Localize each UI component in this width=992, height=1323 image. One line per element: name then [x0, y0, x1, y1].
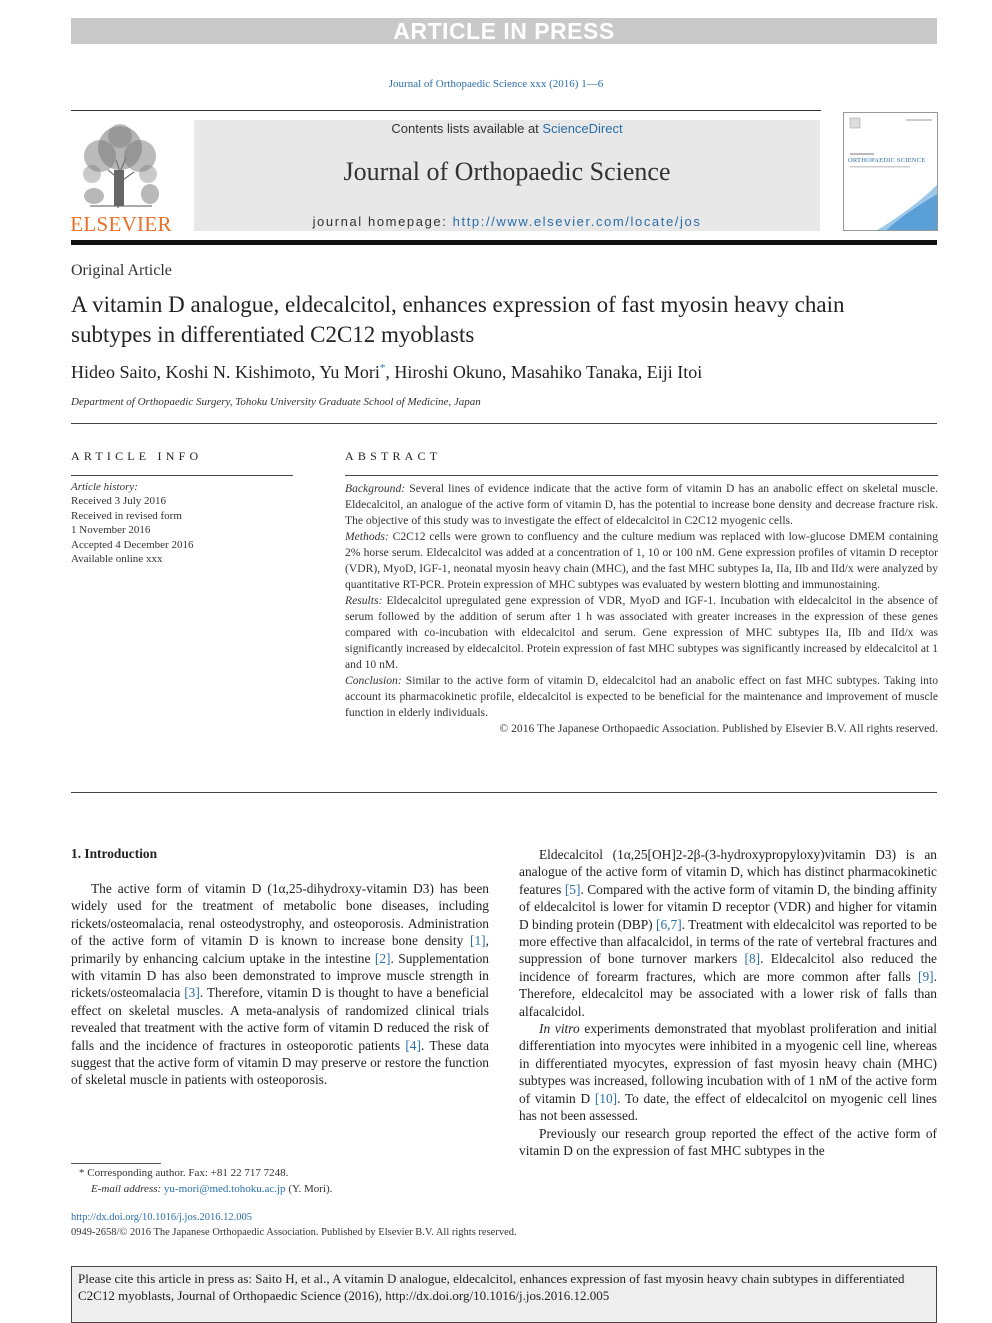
doi-link[interactable]: http://dx.doi.org/10.1016/j.jos.2016.12.005 — [71, 1212, 252, 1223]
journal-title: Journal of Orthopaedic Science — [343, 157, 671, 186]
abstract-results — [345, 593, 938, 673]
article-info-heading: ARTICLE INFO — [71, 449, 203, 463]
affiliation: Department of Orthopaedic Surgery, Tohoku University Graduate School of Medicine, Japan — [71, 396, 481, 408]
text-run: Eldecalcitol (1α,25[OH]2-2β-(3-hydroxypropyloxy)vitamin D3) is an analogue of the active form of vitamin D, which has distinct pharmacokinetic features — [519, 847, 937, 897]
text-run: The active form of vitamin D (1α,25-dihydroxy-vitamin D3) has been widely used for the treatment of metabolic bone diseases, including rickets/osteomalacia, renal osteodystrophy, and osteoporosis. Administration of the active form of vitamin D is known to increase bone density — [71, 881, 489, 949]
journal-cover-thumbnail — [843, 112, 938, 231]
citation-link[interactable]: [10] — [594, 1090, 618, 1106]
article-in-press-banner: ARTICLE IN PRESS — [71, 18, 937, 44]
article-type: Original Article — [71, 262, 172, 279]
text-run: . Treatment with eldecalcitol was reported to be more effective than alfacalcidol, in terms of the rate of vertebral fractures and suppression of bone turnover markers — [519, 916, 937, 967]
background-label: Background: — [345, 482, 406, 495]
citation-link[interactable]: [1] — [470, 933, 486, 949]
paragraph — [71, 880, 489, 1089]
cover-journal-name: ORTHOPAEDIC SCIENCE — [848, 157, 926, 164]
paragraph — [519, 1020, 937, 1124]
footnote-rule — [71, 1163, 161, 1164]
citation-link[interactable]: [3] — [184, 985, 200, 1001]
text-run: experiments demonstrated that myoblast proliferation and initial differentiation into myocytes were inhibited in a myogenic cell line, whereas in differentiated myocytes, expression of fast myosin heavy chain (MHC) subtypes was increased, following incubation with of 1 nM of the active form of vitamin D — [519, 1021, 937, 1106]
accepted-date: Accepted 4 December 2016 — [71, 538, 194, 551]
authors-part-2: , Hiroshi Okuno, Masahiko Tanaka, Eiji Itoi — [385, 362, 703, 382]
email-link[interactable]: yu-mori@med.tohoku.ac.jp — [163, 1183, 286, 1195]
abstract-conclusion — [345, 673, 938, 721]
email-label: E-mail address: — [91, 1183, 162, 1195]
contents-prefix: Contents lists available at — [391, 121, 543, 136]
abstract-background — [345, 481, 938, 529]
citation-link[interactable]: [4] — [405, 1037, 421, 1053]
footnote-mark: * — [79, 1167, 85, 1179]
divider — [345, 475, 938, 476]
text-run: , primarily by enhancing calcium uptake in the intestine — [71, 933, 489, 966]
footnote — [71, 1165, 491, 1197]
text-run: In vitro — [539, 1021, 580, 1037]
homepage-link[interactable]: http://www.elsevier.com/locate/jos — [452, 214, 702, 229]
citation-link[interactable]: [5] — [564, 881, 581, 897]
issn-copyright: 0949-2658/© 2016 The Japanese Orthopaedic Association. Published by Elsevier B.V. All rights reserved. — [71, 1227, 517, 1238]
text-run: . These data suggest that the active form of vitamin D may preserve or restore the function of skeletal muscle in patients with osteoporosis. — [71, 1037, 489, 1088]
results-label: Results: — [345, 594, 383, 607]
abstract-methods — [345, 529, 938, 593]
methods-text: C2C12 cells were grown to confluency and the culture medium was replaced with low-glucose DMEM containing 2% horse serum. Eldecalcitol was added at a concentration of 1, 10 or 100 nM. Gene expression profiles of vitamin D receptor (VDR), MyoD, IGF-1, neonatal myosin heavy chain (MHC), and the fast MHC subtypes Ia, IIa, IIb and IId/x were analyzed by quantitative RT-PCR. Protein expression of MHC subtypes was evaluated by western blotting and immunostaining. — [345, 530, 938, 591]
email-note — [71, 1181, 491, 1197]
section-heading-introduction: 1. Introduction — [71, 846, 158, 861]
author-list — [71, 362, 702, 383]
background-text: Several lines of evidence indicate that the active form of vitamin D has an anabolic effect on skeletal muscle. Eldecalcitol, an analogue of the active form of vitamin D, has the potential to increase bone density and decrease fracture risk. The objective of this study was to investigate the effect of eldecalcitol in C2C12 myogenic cells. — [345, 482, 938, 527]
divider — [71, 110, 821, 111]
abstract-heading: ABSTRACT — [345, 449, 442, 463]
homepage-line — [194, 214, 820, 229]
received-date: Received 3 July 2016 — [71, 495, 167, 508]
body-column-right — [519, 846, 937, 1159]
citation-link[interactable]: [9] — [918, 968, 934, 984]
homepage-prefix: journal homepage: — [312, 214, 453, 229]
divider — [71, 792, 937, 793]
divider — [71, 423, 937, 424]
conclusion-label: Conclusion: — [345, 674, 402, 687]
paragraph — [519, 846, 937, 1020]
journal-reference-link[interactable]: Journal of Orthopaedic Science xxx (2016) 1—6 — [388, 78, 604, 90]
text-run: . Therefore, vitamin D is thought to have a beneficial effect on skeletal muscles. A meta-analysis of randomized clinical trials revealed that treatment with the active form of vitamin D reduced the risk of falls and the incidence of fractures in osteoporotic patients — [71, 985, 489, 1053]
article-title: A vitamin D analogue, eldecalcitol, enhances expression of fast myosin heavy chain subtypes in differentiated C2C12 myoblasts — [71, 292, 845, 347]
abstract-copyright: © 2016 The Japanese Orthopaedic Association. Published by Elsevier B.V. All rights reserved. — [499, 722, 938, 735]
text-run: . To date, the effect of eldecalcitol on myogenic cell lines has not been assessed. — [519, 1090, 937, 1124]
results-text: Eldecalcitol upregulated gene expression of VDR, MyoD and IGF-1. Incubation with eldecalcitol in the absence of serum followed by the addition of serum after 1 h was associated with greater increases in the expression of these genes compared with co-incubation with eldecalcitol and serum. Gene expression of MHC subtypes IIa, IIb and IId/x was significantly increased by eldecalcitol. Protein expression of fast MHC subtypes was significantly increased by eldecalcitol at 1 and 10 nM. — [345, 594, 938, 671]
sciencedirect-link[interactable]: ScienceDirect — [542, 121, 623, 136]
text-run: . Supplementation with vitamin D has also been demonstrated to improve muscle strength in rickets/osteomalacia — [71, 950, 490, 1001]
authors-part-1: Hideo Saito, Koshi N. Kishimoto, Yu Mori — [71, 362, 380, 382]
header-rule — [71, 240, 937, 245]
history-label: Article history: — [71, 481, 138, 493]
publisher-name: ELSEVIER — [70, 212, 172, 236]
citation-link[interactable]: [2] — [374, 950, 391, 966]
corresponding-author-mark[interactable]: * — [379, 362, 386, 374]
text-run: . Therefore, eldecalcitol may be associated with a lower risk of falls than alfacalcidol. — [519, 968, 937, 1019]
paragraph: Previously our research group reported the effect of the active form of vitamin D on the expression of fast MHC subtypes in the — [519, 1125, 937, 1158]
body-column-left — [71, 880, 489, 1089]
email-suffix: (Y. Mori). — [285, 1183, 333, 1195]
citation-box: Please cite this article in press as: Saito H, et al., A vitamin D analogue, eldecalcitol, enhances expression of fast myosin heavy chain subtypes in differentiated C2C12 myoblasts, Journal of Orthopaedic Science (2016), http://dx.doi.org/10.1016/j.jos.2016.12.005 — [71, 1266, 937, 1323]
revised-date: 1 November 2016 — [71, 524, 151, 537]
divider — [71, 475, 293, 476]
online-date: Available online xxx — [71, 553, 163, 566]
corresponding-note — [71, 1165, 491, 1181]
citation-link[interactable]: [8] — [744, 951, 761, 967]
article-history — [71, 480, 301, 566]
contents-line — [194, 121, 820, 136]
corresponding-text: Corresponding author. Fax: +81 22 717 7248. — [84, 1167, 289, 1179]
conclusion-text: Similar to the active form of vitamin D, eldecalcitol had an anabolic effect on fast MHC subtypes. Taking into account its pharmacokinetic profile, eldecalcitol is expected to be beneficial for the maintenance and improvement of muscle function in elderly individuals. — [345, 674, 938, 719]
text-run: . Eldecalcitol also reduced the incidence of forearm fractures, which are more common after falls — [519, 951, 937, 984]
methods-label: Methods: — [345, 530, 389, 543]
revised-label: Received in revised form — [71, 509, 182, 522]
text-run: . Compared with the active form of vitamin D, the binding affinity of eldecalcitol is lower for vitamin D receptor (VDR) and higher for vitamin D binding protein (DBP) — [519, 881, 937, 932]
abstract-body — [345, 481, 938, 737]
citation-link[interactable]: [6,7] — [656, 916, 682, 932]
cover-art — [844, 113, 938, 231]
elsevier-tree-logo — [70, 120, 172, 212]
